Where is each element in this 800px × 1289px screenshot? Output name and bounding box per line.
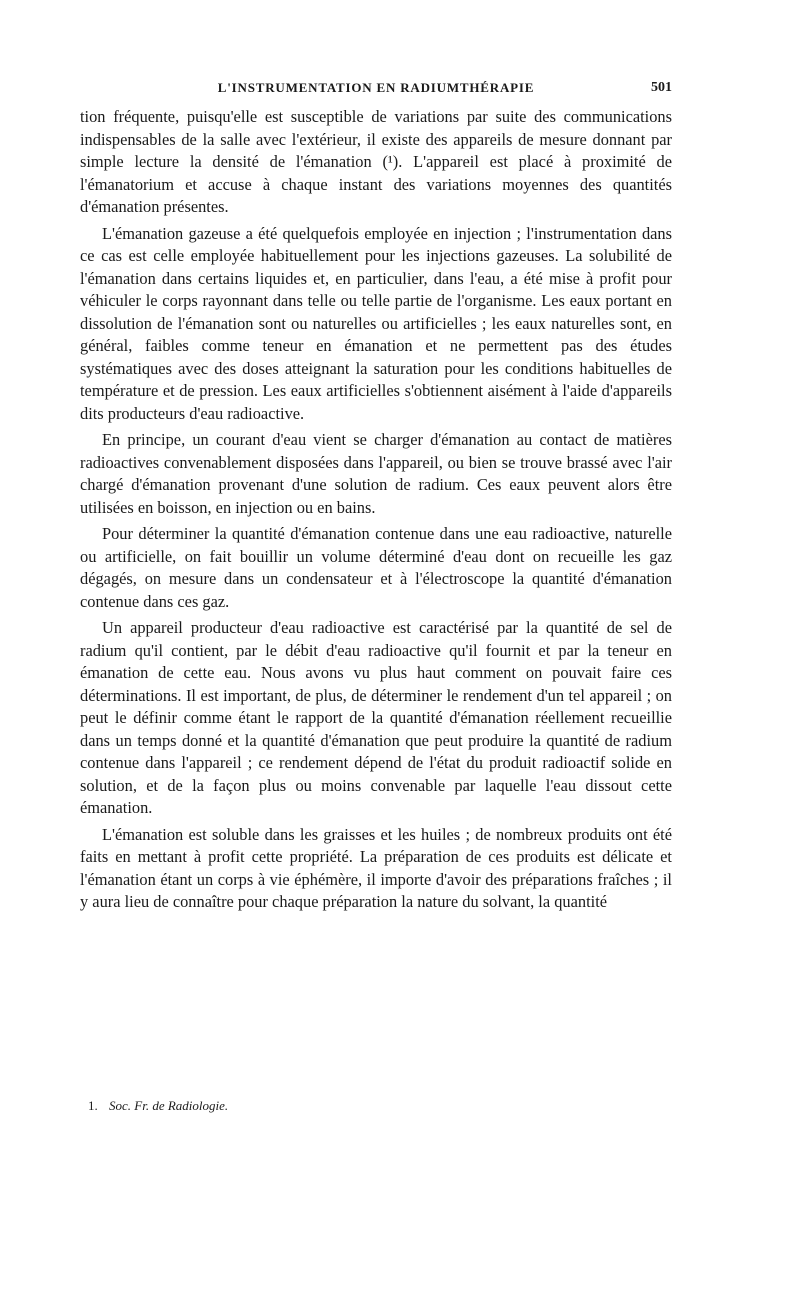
footnote-reference: (¹) — [382, 152, 399, 171]
footnote — [88, 1098, 668, 1114]
paragraph-6: L'émanation est soluble dans les graisses et les huiles ; de nombreux produits ont été faits en mettant à profit cette propriété. La préparation de ces produits est délicate et l'émanation étant un corps à vie éphémère, il importe d'avoir des préparations fraîches ; il y aura lieu de connaître pour chaque préparation la nature du solvant, la quantité — [80, 824, 672, 911]
paragraph-1-text: tion fréquente, puisqu'elle est susceptible de variations par suite des communications indispensables de la salle avec l'extérieur, il existe des appareils de mesure donnant par simple lecture la densité de l'émanation — [80, 107, 672, 171]
paragraph-1-tail: . L'appareil est placé à proximité de l'émanatorium et accuse à chaque instant des variations moyennes des quantités d'émanation présentes. — [80, 152, 673, 216]
paragraph-2: L'émanation gazeuse a été quelquefois employée en injection ; l'instrumentation dans ce cas est celle employée habituellement pour les injections gazeuses. La solubilité de l'émanation dans certains liquides et, en particulier, dans l'eau, a été mise à profit pour véhiculer le corps rayonnant dans telle ou telle partie de l'organisme. Les eaux portant en dissolution de l'émanation sont ou naturelles ou artificielles ; les eaux naturelles sont, en général, faibles comme teneur en émanation et ne permettent pas des études systématiques avec des doses atteignant la saturation pour les conditions habituelles de température et de pression. Les eaux artificielles s'obtiennent aisément à l'aide d'appareils dits producteurs d'eau radioactive. — [80, 223, 672, 423]
running-title: L'INSTRUMENTATION EN RADIUMTHÉRAPIE — [217, 80, 535, 95]
footnote-text: Soc. Fr. de Radiologie. — [109, 1098, 229, 1113]
paragraph-3: En principe, un courant d'eau vient se charger d'émanation au contact de matières radioactives convenablement disposées dans l'appareil, ou bien se trouve brassé avec l'air chargé d'émanation provenant d'une solution de radium. Ces eaux peuvent alors être utilisées en boisson, en injection ou en bains. — [80, 430, 672, 517]
page-number: 501 — [651, 80, 672, 95]
body-text — [80, 106, 672, 918]
paragraph-5: Un appareil producteur d'eau radioactive est caractérisé par la quantité de sel de radium qu'il contient, par le débit d'eau radioactive qu'il fournit et par la teneur en émanation de cette eau. Nous avons vu plus haut comment on pouvait faire ces déterminations. Il est important, de plus, de déterminer le rendement d'un tel appareil ; on peut le définir comme étant le rapport de la quantité d'émanation réellement recueillie dans un temps donné et la quantité d'émanation que peut produire la quantité de radium contenue dans l'appareil ; ce rendement dépend de l'état du produit radioactif solide en solution, et de la façon plus ou moins convenable par laquelle l'eau dissout cette émanation. — [80, 618, 672, 817]
paragraph-1 — [80, 106, 672, 219]
footnote-number: 1. — [88, 1098, 98, 1113]
paragraph-4: Pour déterminer la quantité d'émanation contenue dans une eau radioactive, naturelle ou artificielle, on fait bouillir un volume déterminé d'eau dont on recueille les gaz dégagés, on mesure dans un condensateur et à l'électroscope la quantité d'émanation contenue dans ces gaz. — [80, 524, 672, 611]
running-header — [80, 80, 672, 100]
